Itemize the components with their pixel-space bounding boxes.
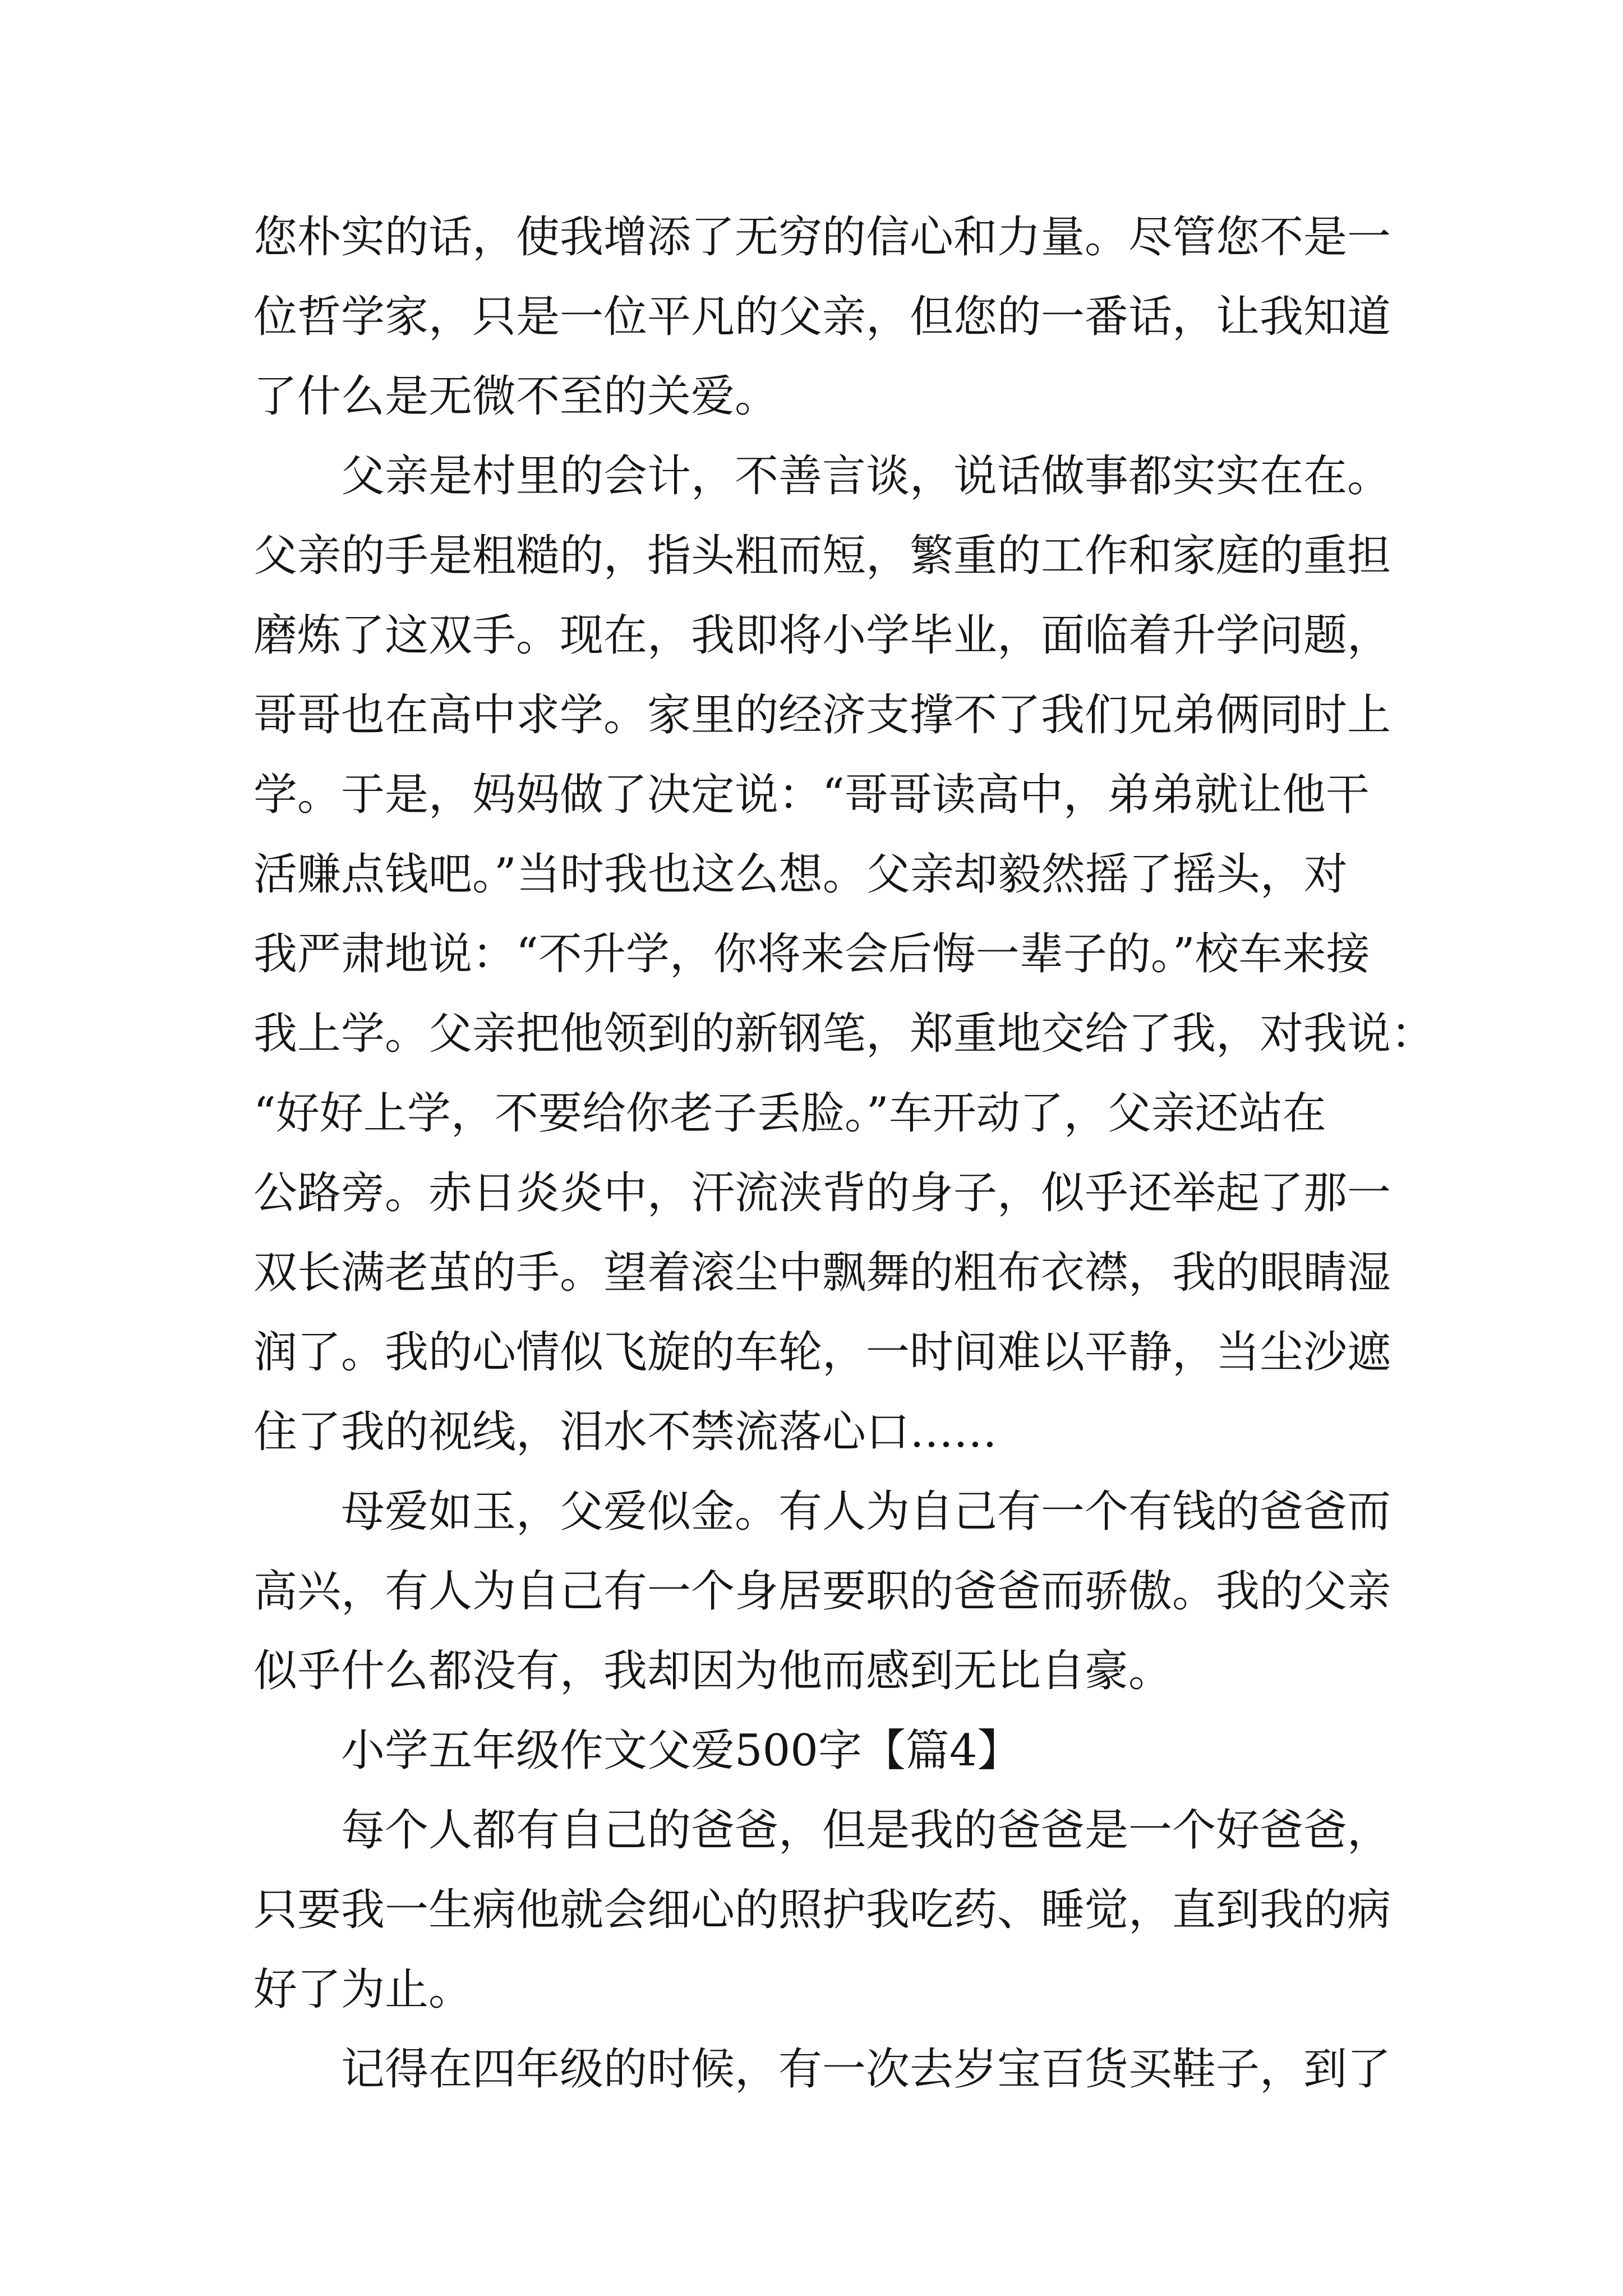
paragraph-line: 活赚点钱吧。”当时我也这么想。父亲却毅然摇了摇头，对 [253,849,1348,900]
paragraph-line: 记得在四年级的时候，有一次去岁宝百货买鞋子，到了 [341,2044,1391,2095]
article-body [253,197,1435,2109]
paragraph-line: “好好上学，不要给你老子丢脸。”车开动了，父亲还站在 [253,1088,1326,1139]
paragraph-line: 了什么是无微不至的关爱。 [253,371,779,422]
paragraph-line: 位哲学家，只是一位平凡的父亲，但您的一番话，让我知道 [253,292,1391,342]
paragraph-line: 似乎什么都没有，我却因为他而感到无比自豪。 [253,1646,1173,1696]
paragraph-line: 学。于是，妈妈做了决定说：“哥哥读高中，弟弟就让他干 [253,770,1370,820]
paragraph-line: 母爱如玉，父爱似金。有人为自己有一个有钱的爸爸而 [341,1487,1391,1537]
paragraph-line: 父亲的手是粗糙的，指头粗而短，繁重的工作和家庭的重担 [253,531,1391,581]
section-heading: 小学五年级作文父爱500字【篇4】 [341,1726,1021,1776]
paragraph-line: 公路旁。赤日炎炎中，汗流浃背的身子，似乎还举起了那一 [253,1168,1391,1218]
paragraph-line: 父亲是村里的会计，不善言谈，说话做事都实实在在。 [341,451,1391,501]
paragraph-line: 住了我的视线，泪水不禁流落心口…… [253,1407,998,1457]
paragraph-line: 只要我一生病他就会细心的照护我吃药、睡觉，直到我的病 [253,1885,1391,1935]
paragraph-line: 我严肃地说：“不升学，你将来会后悔一辈子的。”校车来接 [253,929,1370,979]
paragraph-line: 您朴实的话，使我增添了无穷的信心和力量。尽管您不是一 [253,212,1391,263]
paragraph-line: 我上学。父亲把他领到的新钢笔，郑重地交给了我，对我说： [253,1009,1435,1059]
paragraph-line: 每个人都有自己的爸爸，但是我的爸爸是一个好爸爸， [341,1805,1391,1856]
paragraph-line: 润了。我的心情似飞旋的车轮，一时间难以平静，当尘沙遮 [253,1327,1391,1378]
paragraph-line: 磨炼了这双手。现在，我即将小学毕业，面临着升学问题， [253,610,1391,661]
paragraph-line: 双长满老茧的手。望着滚尘中飘舞的粗布衣襟，我的眼睛湿 [253,1248,1391,1298]
paragraph-line: 好了为止。 [253,1964,473,2015]
paragraph-line: 哥哥也在高中求学。家里的经济支撑不了我们兄弟俩同时上 [253,690,1391,740]
paragraph-line: 高兴，有人为自己有一个身居要职的爸爸而骄傲。我的父亲 [253,1566,1391,1617]
